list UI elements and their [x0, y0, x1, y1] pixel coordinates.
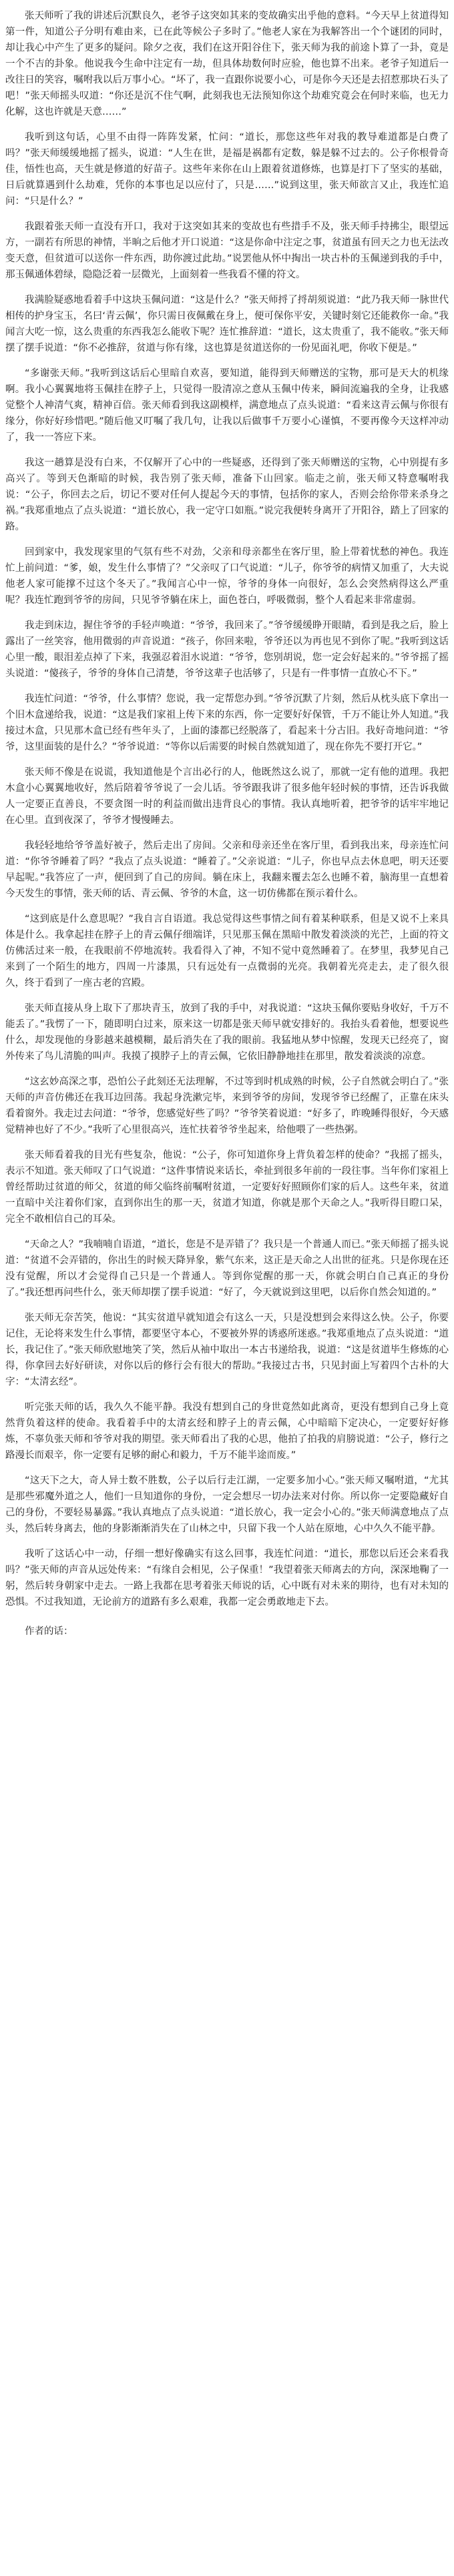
chapter-paragraph: “这玄妙高深之事，恐怕公子此刻还无法理解，不过等到时机成熟的时候，公子自然就会明白了。”张天师的声音仿佛还在我耳边回荡。我起身洗漱完毕，来到爷爷的房间，发现爷爷已经醒了，正靠在床头看着窗外。我走过去问道：“爷爷，您感觉好些了吗？”爷爷笑着说道：“好多了，昨晚睡得很好，今天感觉精神也好了不少。”我听了心里很高兴，连忙扶着爷爷坐起来，给他喂了一些热粥。 — [5, 1077, 449, 1135]
chapter-paragraph: 我听到这句话，心里不由得一阵阵发紧，忙问：“道长，那您这些年对我的教导难道都是白费了吗？”张天师缓缓地摇了摇头，说道：“人生在世，是福是祸都有定数，躲是躲不过去的。公子你根骨奇佳，悟性也高，天生就是修道的好苗子。这些年来你在山上跟着贫道修炼，也算是打下了坚实的基础，日后就算遇到什么劫难，凭你的本事也足以应付了，只是……”说到这里，张天师欲言又止，我连忙追问：“只是什么？” — [5, 132, 449, 207]
chapter-paragraph: “天命之人？”我喃喃自语道，“道长，您是不是弄错了？我只是一个普通人而已。”张天师摇了摇头说道：“贫道不会弄错的，你出生的时候天降异象，紫气东来，这正是天命之人出世的征兆。只是你现在还没有觉醒，所以才会觉得自己只是一个普通人。等到你觉醒的那一天，你就会明白自己真正的身份了。”我还想再问些什么，张天师却摆了摆手说道：“好了，今天就说到这里吧，以后你自然会知道的。” — [5, 1239, 449, 1298]
chapter-paragraph: “这天下之大，奇人异士数不胜数，公子以后行走江湖，一定要多加小心。”张天师又嘱咐道，“尤其是那些邪魔外道之人，他们一旦知道你的身份，一定会想尽一切办法来对付你。所以你一定要隐藏好自己的身份，不要轻易暴露。”我认真地点了点头说道：“道长放心，我一定会小心的。”张天师满意地点了点头，然后转身离去，他的身影渐渐消失在了山林之中，只留下我一个人站在原地，心中久久不能平静。 — [5, 1475, 449, 1534]
chapter-paragraph: “多谢张天师。”我听到这话后心里暗自欢喜，要知道，能得到天师赠送的宝物，那可是天大的机缘啊。我小心翼翼地将玉佩挂在脖子上，只觉得一股清凉之意从玉佩中传来，瞬间流遍我的全身，让我感觉整个人神清气爽，精神百倍。张天师看到我这副模样，满意地点了点头说道：“看来这青云佩与你很有缘分，你好好珍惜吧。”随后他又叮嘱了我几句，让我以后做事千万要小心谨慎，不要再像今天这样冲动了，我一一答应下来。 — [5, 368, 449, 443]
chapter-paragraph: “这到底是什么意思呢？”我自言自语道。我总觉得这些事情之间有着某种联系，但是又说不上来具体是什么。我拿起挂在脖子上的青云佩仔细端详，只见那玉佩在黑暗中散发着淡淡的光芒，上面的符文仿佛活过来一般，在我眼前不停地流转。我看得入了神，不知不觉中竟然睡着了。在梦里，我梦见自己来到了一个陌生的地方，四周一片漆黑，只有远处有一点微弱的光亮。我朝着光亮走去，走了很久很久，终于看到了一座古老的宫殿。 — [5, 914, 449, 989]
chapter-paragraph: 我听了这话心中一动，仔细一想好像确实有这么回事，我连忙问道：“道长，那您以后还会来看我吗？”张天师的声音从远处传来：“有缘自会相见，公子保重！”我望着张天师离去的方向，深深地鞠了一躬，然后转身朝家中走去。一路上我都在思考着张天师说的话，心中既有对未来的期待，也有对未知的恐惧。不过我知道，无论前方的道路有多么艰难，我都一定会勇敢地走下去。 — [5, 1549, 449, 1607]
chapter-paragraph: 张天师无奈苦笑，他说：“其实贫道早就知道会有这么一天，只是没想到会来得这么快。公子，你要记住，无论将来发生什么事情，都要坚守本心，不要被外界的诱惑所迷惑。”我郑重地点了点头说道：“道长，我记住了。”张天师欣慰地笑了笑，然后从袖中取出一本古书递给我，说道：“这是贫道毕生修炼的心得，你拿回去好好研读，对你以后的修行会有很大的帮助。”我接过古书，只见封面上写着四个古朴的大字：“太清玄经”。 — [5, 1313, 449, 1387]
chapter-paragraph: 我这一趟算是没有白来，不仅解开了心中的一些疑惑，还得到了张天师赠送的宝物，心中别提有多高兴了。等到天色渐暗的时候，我告别了张天师，准备下山回家。临走之前，张天师又特意嘱咐我说：“公子，你回去之后，切记不要对任何人提起今天的事情，包括你的家人，否则会给你带来杀身之祸。”我郑重地点了点头说道：“道长放心，我一定守口如瓶。”说完我便转身离开了开阳谷，踏上了回家的路。 — [5, 458, 449, 532]
chapter-paragraph: 张天师不像是在说谎，我知道他是个言出必行的人，他既然这么说了，那就一定有他的道理。我把木盒小心翼翼地收好，然后陪着爷爷说了一会儿话。爷爷跟我讲了很多他年轻时候的事情，还告诉我做人一定要正直善良，不要贪图一时的利益而做出违背良心的事情。我认真地听着，把爷爷的话牢牢地记在心里。直到夜深了，爷爷才慢慢睡去。 — [5, 767, 449, 826]
chapter-paragraph: 听完张天师的话，我久久不能平静。我没有想到自己的身世竟然如此离奇，更没有想到自己身上竟然背负着这样的使命。我看着手中的太清玄经和脖子上的青云佩，心中暗暗下定决心，一定要好好修炼，不辜负张天师和爷爷对我的期望。张天师看出了我的心思，他拍了拍我的肩膀说道：“公子，修行之路漫长而艰辛，你一定要有足够的耐心和毅力，千万不能半途而废。” — [5, 1402, 449, 1461]
chapter-paragraph: 张天师看着我的目光有些复杂，他说：“公子，你可知道你身上背负着怎样的使命？”我摇了摇头，表示不知道。张天师叹了口气说道：“这件事情说来话长，牵扯到很多年前的一段往事。当年你们家祖上曾经帮助过贫道的师父，贫道的师父临终前嘱咐贫道，一定要好好照顾你们家的后人。这些年来，贫道一直暗中关注着你们家，直到你出生的那一天，贫道才知道，你就是那个天命之人。”我听得目瞪口呆，完全不敢相信自己的耳朵。 — [5, 1150, 449, 1225]
chapter-paragraph: 张天师直接从身上取下了那块青玉，放到了我的手中，对我说道：“这块玉佩你要贴身收好，千万不能丢了。”我愣了一下，随即明白过来，原来这一切都是张天师早就安排好的。我抬头看着他，想要说些什么，却发现他的身影越来越模糊，最后消失在了我的眼前。我猛地从梦中惊醒，发现天已经亮了，窗外传来了鸟儿清脆的叫声。我摸了摸脖子上的青云佩，它依旧静静地挂在那里，散发着淡淡的凉意。 — [5, 1003, 449, 1062]
chapter-body — [5, 8, 449, 1610]
chapter-paragraph: 我走到床边，握住爷爷的手轻声唤道：“爷爷，我回来了。”爷爷缓缓睁开眼睛，看到是我之后，脸上露出了一丝笑容，他用微弱的声音说道：“孩子，你回来啦，爷爷还以为再也见不到你了呢。”我听到这话心里一酸，眼泪差点掉了下来，我强忍着泪水说道：“爷爷，您别胡说，您一定会好起来的。”爷爷摇了摇头说道：“傻孩子，爷爷的身体自己清楚，爷爷这辈子也活够了，只是有一件事情一直放心不下。” — [5, 620, 449, 679]
chapter-paragraph: 我满脸疑惑地看着手中这块玉佩问道：“这是什么？”张天师捋了捋胡须说道：“此乃我天师一脉世代相传的护身宝玉，名曰‘青云佩’，你只需日夜佩戴在身上，便可保你平安，关键时刻它还能救你一命。”我闻言大吃一惊，这么贵重的东西我怎么能收下呢？连忙推辞道：“道长，这太贵重了，我不能收。”张天师摆了摆手说道：“你不必推辞，贫道与你有缘，这也算是贫道送你的一份见面礼吧，你收下便是。” — [5, 295, 449, 354]
chapter-paragraph: 我跟着张天师一直没有开口，我对于这突如其来的变故也有些措手不及，张天师手持拂尘，眼望远方，一副若有所思的神情，半晌之后他才开口说道：“这是你命中注定之事，贫道虽有回天之力也无法改变天意，但贫道可以送你一件东西，助你渡过此劫。”说罢他从怀中掏出一块古朴的玉佩递到我的手中，那玉佩通体碧绿，隐隐泛着一层微光，上面刻着一些我看不懂的符文。 — [5, 221, 449, 280]
author-note-label: 作者的话： — [25, 1626, 73, 1637]
chapter-paragraph: 张天师听了我的讲述后沉默良久，老爷子这突如其来的变故确实出乎他的意料。“今天早上贫道得知第一件，知道公子分明有难由来，已在此等候公子多时了。”他老人家在为我解答出一个个谜团的同时，却让我心中产生了更多的疑问。除夕之夜，我们在这开阳谷住下，张天师为我的前途卜算了一卦，竟是一个不吉的卦象。他说我今生命中注定有一劫，但具体劫数何时应验，他也算不出来。老爷子知道后一改往日的笑容，嘱咐我以后万事小心。“坏了，我一直跟你说要小心，可是你今天还是去招惹那块石头了吧！”张天师摇头叹道：“你还是沉不住气啊，此刻我也无法预知你这个劫难究竟会在何时来临，也无力化解，这也许就是天意……” — [5, 11, 449, 117]
chapter-paragraph: 我轻轻地给爷爷盖好被子，然后走出了房间。父亲和母亲还坐在客厅里，看到我出来，母亲连忙问道：“你爷爷睡着了吗？”我点了点头说道：“睡着了。”父亲说道：“儿子，你也早点去休息吧，明天还要早起呢。”我答应了一声，便回到了自己的房间。躺在床上，我翻来覆去怎么也睡不着，脑海里一直想着今天发生的事情，张天师的话、青云佩、爷爷的木盒，这一切仿佛都在预示着什么。 — [5, 840, 449, 899]
chapter-paragraph: 回到家中，我发现家里的气氛有些不对劲，父亲和母亲都坐在客厅里，脸上带着忧愁的神色。我连忙上前问道：“爹，娘，发生什么事情了？”父亲叹了口气说道：“儿子，你爷爷的病情又加重了，大夫说他老人家可能撑不过这个冬天了。”我闻言心中一惊，爷爷的身体一向很好，怎么会突然病得这么严重呢？我连忙跑到爷爷的房间，只见爷爷躺在床上，面色苍白，呼吸微弱，整个人看起来非常虚弱。 — [5, 547, 449, 606]
chapter-paragraph: 我连忙问道：“爷爷，什么事情？您说，我一定帮您办到。”爷爷沉默了片刻，然后从枕头底下拿出一个旧木盒递给我，说道：“这是我们家祖上传下来的东西，你一定要好好保管，千万不能让外人知道。”我接过木盒，只见那木盒已经有些年头了，上面的漆都已经脱落了，看起来十分古旧。我好奇地问道：“爷爷，这里面装的是什么？”爷爷说道：“等你以后需要的时候自然就知道了，现在你先不要打开它。” — [5, 694, 449, 752]
